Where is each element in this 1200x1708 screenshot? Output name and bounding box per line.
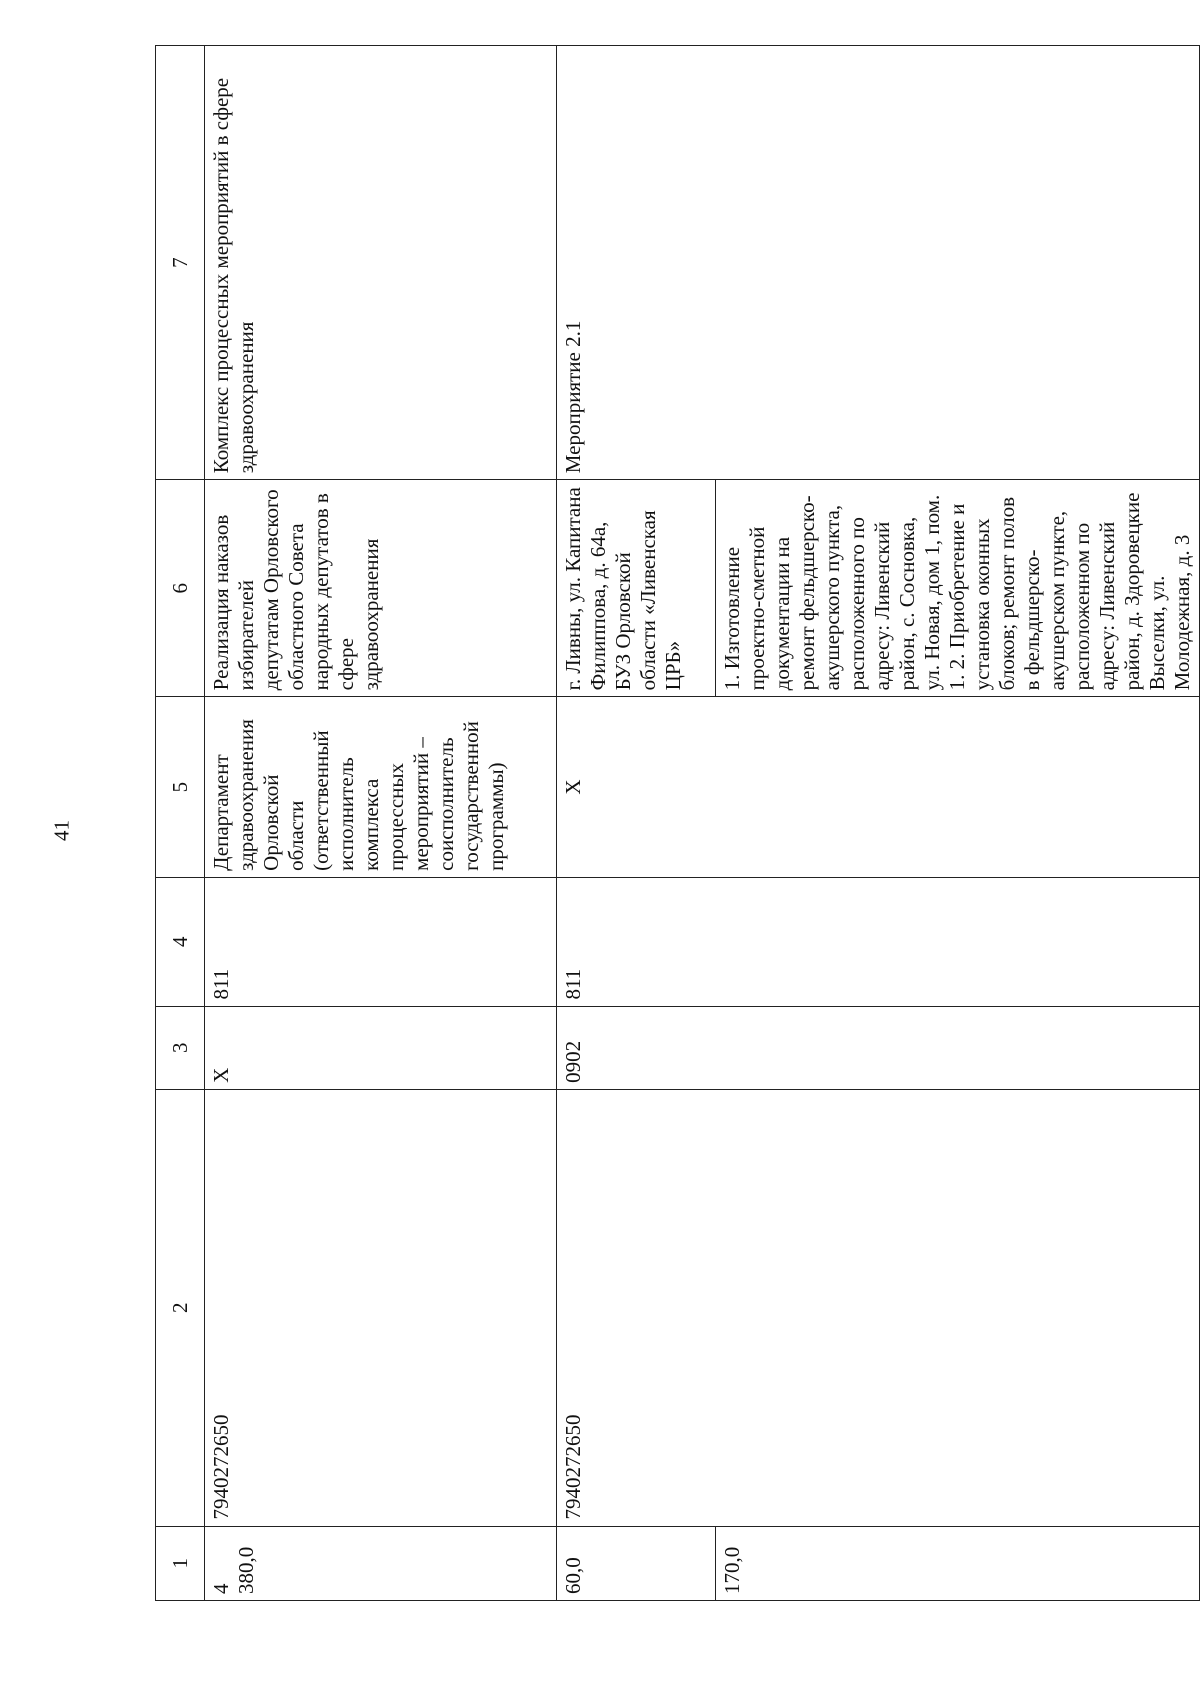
header-cell-1: 1: [156, 1526, 205, 1600]
header-row: [156, 46, 205, 1601]
cell-col1: Комплекс процессных мероприятий в сфере здравоохранения: [205, 46, 557, 480]
table-row-measure-top: [557, 46, 716, 1601]
cell-col3: Х: [557, 697, 1200, 877]
budget-table: [155, 45, 1200, 1601]
cell-col7-a: 60,0: [557, 1526, 716, 1600]
cell-col5: 0902: [557, 1006, 1200, 1089]
page-number: 41: [49, 820, 74, 841]
cell-col4: 811: [557, 877, 1200, 1006]
cell-col1: Мероприятие 2.1: [557, 46, 1200, 480]
header-cell-3: 3: [156, 1006, 205, 1089]
cell-col2-b: 1. Изготовление проектно-сметной документации на ремонт фельдшерско-акушерского пункта, расположенного по адресу: Ливенский район, с. Сосновка, ул. Новая, дом 1, пом. 1. 2. Приобретение и установка оконных блоков; ремонт полов в фельдшерско-акушерском пункте, расположенном по адресу: Ливенский район, д. Здоровецкие Выселки, ул. Молодежная, д. 3: [716, 480, 1200, 697]
header-cell-5: 5: [156, 697, 205, 877]
cell-col5: Х: [205, 1006, 557, 1089]
cell-col3: Департамент здравоохранения Орловской области (ответственный исполнитель комплекса процессных мероприятий – соисполнитель государственной программы): [205, 697, 557, 877]
cell-col6: 7940272650: [205, 1089, 557, 1526]
cell-col2-a: г. Ливны, ул. Капитана Филиппова, д. 64а, БУЗ Орловской области «Ливенская ЦРБ»: [557, 480, 716, 697]
cell-col7-b: 170,0: [716, 1526, 1200, 1600]
header-cell-2: 2: [156, 1089, 205, 1526]
cell-col6: 7940272650: [557, 1089, 1200, 1526]
table-row-complex: [205, 46, 557, 1601]
cell-col7: 4 380,0: [205, 1526, 557, 1600]
header-cell-4: 4: [156, 877, 205, 1006]
cell-col2: Реализация наказов избирателей депутатам Орловского областного Совета народных депутатов в сфере здравоохранения: [205, 480, 557, 697]
header-cell-6: 6: [156, 480, 205, 697]
rotated-table-wrapper: [155, 45, 1194, 1601]
cell-col4: 811: [205, 877, 557, 1006]
header-cell-7: 7: [156, 46, 205, 480]
